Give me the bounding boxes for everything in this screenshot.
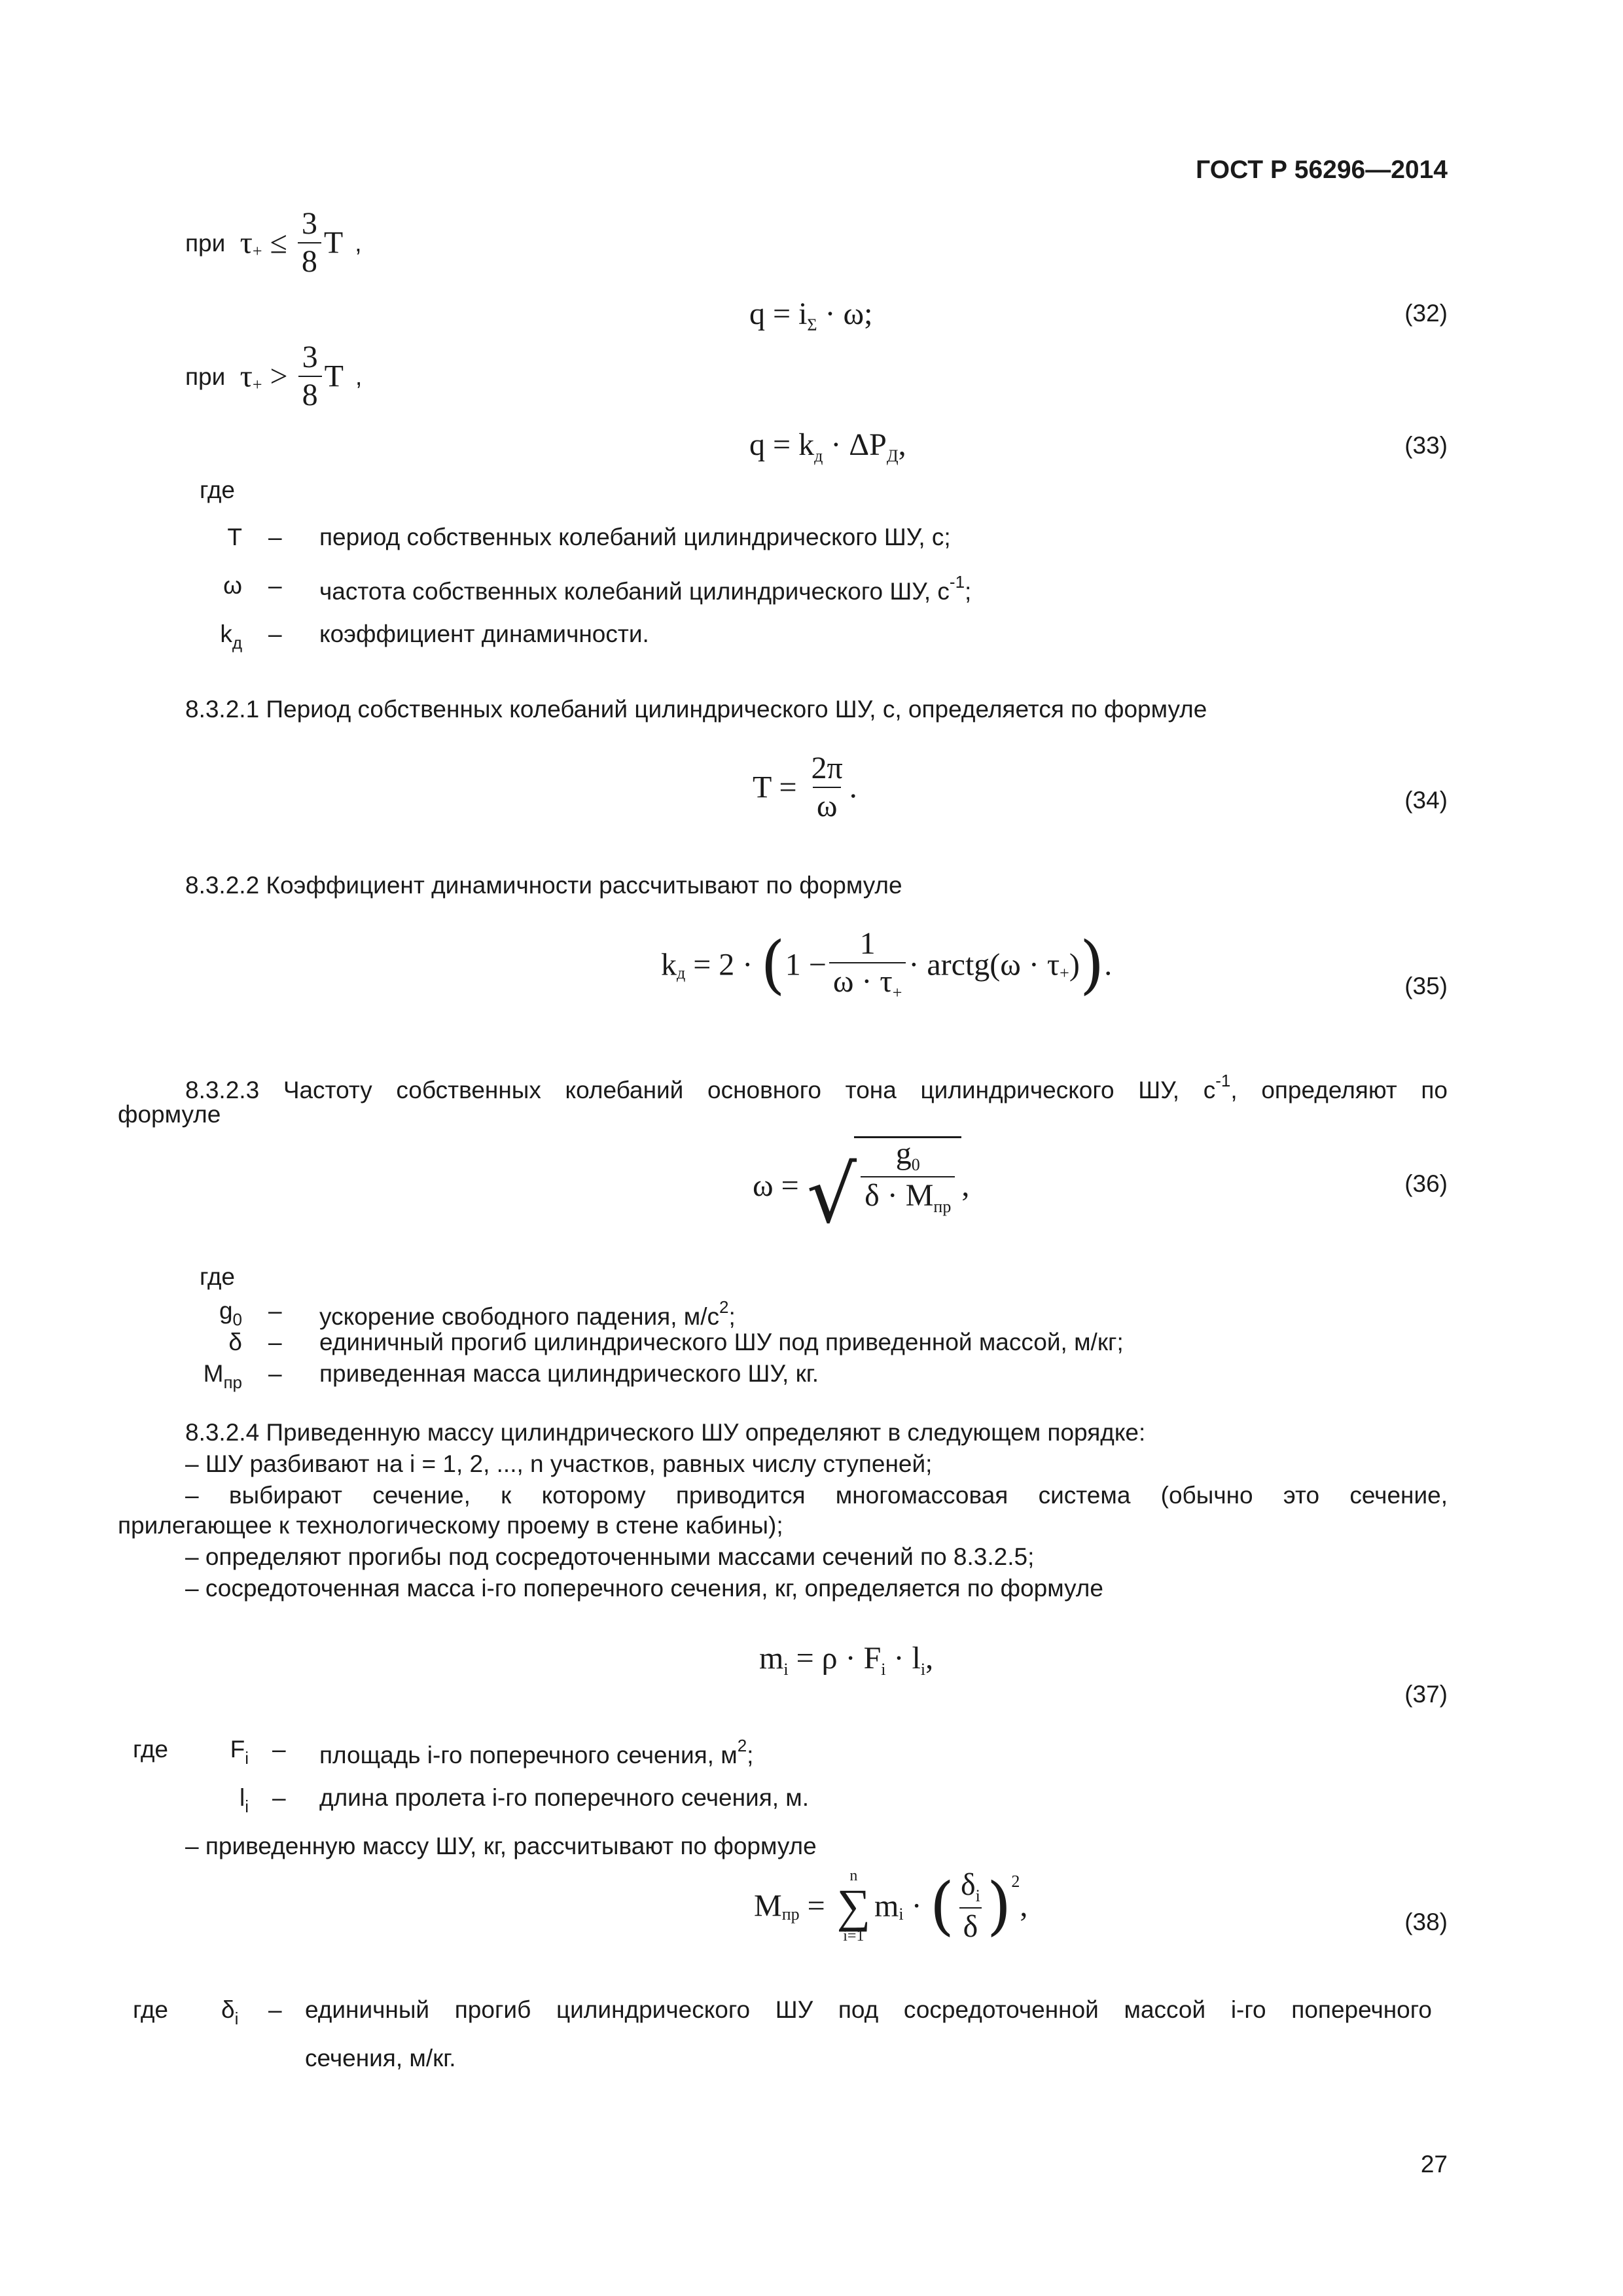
equation-number-35: (35) [1404,973,1448,999]
definition-dash: – [272,1784,286,1811]
definition-dash: – [268,1996,282,2023]
definition-symbol: $g_0$ [219,1297,242,1329]
definition-dash: – [268,524,282,550]
equation-36: ω = √ $\frac{g_0}{\delta \cdot M_{пр}}$ , [753,1136,970,1241]
where-label: где [200,476,236,503]
definition-text: площадь i-го поперечного сечения, $м^2$; [319,1736,754,1768]
definition-text-continuation: сечения, м/кг. [305,2045,456,2072]
equation-37: $m_i = \rho \cdot F_i \cdot l_i$, [759,1641,934,1679]
definition-text: ускорение свободного падения, $м/с^2$; [319,1297,736,1330]
paragraph-8-3-2-2: 8.3.2.2 Коэффициент динамичности рассчитывают по формуле [185,872,902,899]
fraction: $\frac{2\pi}{\omega}$ [811,751,843,823]
definition-symbol: $M_{пр}$ [203,1360,242,1392]
equation-38: $M_{пр}$ = n ∑ i=1 $m_i$ · ( $\frac{\delta_i}{\delta}$ )$^2$, [754,1867,1028,1945]
where-label: где [133,1736,169,1763]
definition-text: частота собственных колебаний цилиндрического ШУ, $с^{-1}$; [319,572,972,605]
where-label: где [133,1996,169,2023]
definition-symbol: ω [223,572,242,599]
condition-word: при [185,230,226,257]
fraction: $\frac{3}{8}$ [298,342,322,411]
list-item: – приведенную массу ШУ, кг, рассчитывают по формуле [185,1833,817,1859]
equation-35: $k_д = 2 \cdot (1$ − $\frac{1}{\omega \cdot \tau_+}$ · arctg(ω · $\tau_+$)). [661,926,1113,1002]
equation-34: T = $\frac{2\pi}{\omega}$ . [753,751,857,823]
list-item: – определяют прогибы под сосредоточенными массами сечений по 8.3.2.5; [185,1543,1035,1570]
definition-dash: – [272,1736,286,1763]
definition-symbol: T [227,524,242,550]
definition-text: коэффициент динамичности. [319,620,649,647]
definition-symbol: $\delta_i$ [221,1996,239,2028]
equation-number-36: (36) [1404,1170,1448,1197]
standard-designation: ГОСТ Р 56296—2014 [1196,156,1448,184]
paragraph-8-3-2-4-intro: 8.3.2.4 Приведенную массу цилиндрического ШУ определяют в следующем порядке: [185,1419,1146,1446]
definition-symbol: $F_i$ [230,1736,249,1768]
condition-expression: $\tau_+$ ≤ $\frac{3}{8}$ T [240,206,344,279]
paragraph-8-3-2-3-line-1: 8.3.2.3 Частоту собственных колебаний основного тона цилиндрического ШУ, $с^{-1}$, определяют по [185,1071,1448,1103]
equation-number-33: (33) [1404,432,1448,459]
square-root [806,1136,962,1241]
sigma-icon: ∑ [836,1880,871,1932]
paragraph-8-3-2-1: 8.3.2.1 Период собственных колебаний цилиндрического ШУ, с, определяется по формуле [185,696,1207,723]
equation-number-34: (34) [1404,787,1448,814]
summation: n ∑ i=1 [836,1867,871,1945]
condition-word: при [185,363,226,391]
equation-32: $q = i_\Sigma \cdot \omega$; [749,296,873,334]
fraction: $\frac{3}{8}$ [298,208,321,278]
list-item: – ШУ разбивают на i = 1, 2, ..., n участков, равных числу ступеней; [185,1450,933,1477]
definition-symbol: $l_i$ [239,1784,249,1816]
list-item: – сосредоточенная масса i-го поперечного сечения, кг, определяется по формуле [185,1575,1103,1602]
fraction: $\frac{\delta_i}{\delta}$ [957,1869,984,1943]
definition-dash: – [268,1329,282,1355]
definition-text: единичный прогиб цилиндрического ШУ под сосредоточенной массой i-го поперечного [305,1996,1432,2023]
definition-text: период собственных колебаний цилиндрического ШУ, с; [319,524,951,550]
page-number: 27 [1420,2151,1448,2178]
condition-expression: $\tau_+$ > $\frac{3}{8}$ T [240,340,344,412]
condition-2: при $\tau_+$ > $\frac{3}{8}$ T , [185,340,363,412]
equation-number-38: (38) [1404,1909,1448,1935]
paragraph-8-3-2-3-line-2: формуле [118,1101,221,1128]
equation-number-37: (37) [1404,1681,1448,1708]
equation-number-32: (32) [1404,300,1448,327]
definition-symbol: $k_д$ [220,620,242,653]
list-item: – выбирают сечение, к которому приводится многомассовая система (обычно это сечение, [185,1482,1448,1509]
fraction: $\frac{g_0}{\delta \cdot M_{пр}}$ [861,1138,955,1215]
where-label: где [200,1263,236,1290]
fraction: $\frac{1}{\omega \cdot \tau_+}$ [829,928,906,1001]
right-parenthesis: ) [986,1869,1012,1943]
definition-symbol: δ [228,1329,242,1355]
radical-sign-icon: √ [806,1150,857,1241]
definition-text: длина пролета i-го поперечного сечения, м. [319,1784,810,1811]
left-parenthesis: ( [929,1869,955,1943]
definition-dash: – [268,572,282,599]
definition-text: приведенная масса цилиндрического ШУ, кг. [319,1360,819,1387]
right-parenthesis: ) [1079,928,1105,1001]
definition-dash: – [268,620,282,647]
list-item-continuation: прилегающее к технологическому проему в стене кабины); [118,1512,783,1539]
definition-dash: – [268,1297,282,1324]
left-parenthesis: ( [760,928,785,1001]
equation-33: $q = k_д \cdot \Delta P_Д$, [749,427,906,465]
condition-1: при $\tau_+$ ≤ $\frac{3}{8}$ T , [185,206,362,279]
definition-dash: – [268,1360,282,1387]
definition-text: единичный прогиб цилиндрического ШУ под приведенной массой, м/кг; [319,1329,1124,1355]
